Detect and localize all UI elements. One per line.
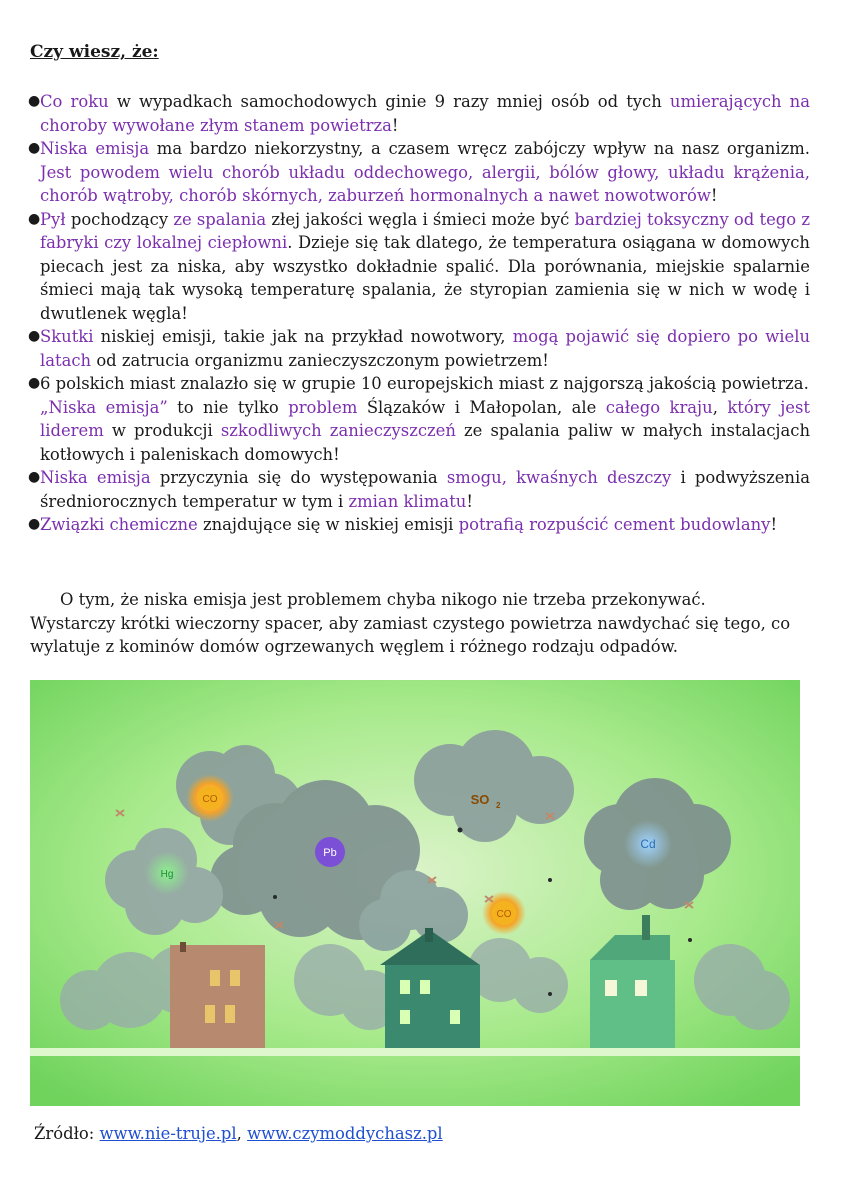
co-label: CO [496, 909, 512, 920]
fact-text: problem [288, 397, 358, 417]
co-label: CO [202, 794, 218, 805]
pollutant-pb [315, 837, 345, 867]
fact-text: Niska emisja [40, 468, 151, 487]
fact-text: Niska emisja [40, 139, 150, 158]
fact-text: niskiej emisji, takie jak na przykład nowotwory, [93, 327, 513, 346]
source-link-czymoddychasz[interactable]: www.czymoddychasz.pl [247, 1124, 443, 1143]
fact-text: ze spalania [173, 209, 267, 229]
ground-line [30, 1048, 800, 1056]
fact-text: pochodzący [65, 209, 174, 229]
fact-item [28, 372, 810, 396]
source-line [34, 1124, 443, 1143]
fact-item [28, 466, 810, 513]
hg-label: Hg [160, 869, 174, 880]
fact-item [28, 513, 810, 537]
source-link-nie-truje[interactable]: www.nie-truje.pl [99, 1124, 237, 1143]
fact-text: „Niska emisja” [40, 397, 168, 417]
fact-text: który jest liderem [40, 397, 810, 440]
cd-label: Cd [640, 837, 656, 851]
fact-item [28, 325, 810, 372]
fact-text: znajdujące się w niskiej emisji [197, 515, 459, 534]
bullet-icon: ● [28, 93, 41, 109]
fact-text: ! [466, 491, 473, 511]
fact-text: w produkcji [103, 421, 221, 440]
fact-text: . Dzieje się tak dlatego, że temperatura osiągana w domowych piecach jest za niska, aby wszystko dokładnie spalić. Dla porównania, miejskie spalarnie śmieci mają tak wysoką temperaturę spalania, że styropian zamienia się w nich w wodę i dwutlenek węgla! [40, 233, 810, 323]
fact-text: Ślązaków i Małopolan, ale [357, 397, 606, 417]
fact-text: złej jakości węgla i śmieci może być [266, 209, 575, 229]
fact-text: od zatrucia organizmu zanieczyszczonym powietrzem! [91, 350, 549, 370]
fact-text: bardziej toksyczny od tego z fabryki czy lokalnej ciepłowni [40, 209, 810, 252]
fact-text: 6 polskich miast znalazło się w grupie 10 europejskich miast z najgorszą jakością powietrza. [40, 374, 809, 393]
so2-subscript: 2 [496, 801, 501, 810]
fact-text: Jest powodem wielu chorób układu oddechowego, alergii, bólów głowy, układu krążenia, chorób wątroby, chorób skórnych, zaburzeń hormonalnych a nawet nowotworów [40, 162, 810, 205]
bullet-icon: ● [28, 140, 41, 156]
paragraph-line: O tym, że niska emisja jest problemem chyba nikogo nie trzeba przekonywać. [60, 590, 706, 609]
facts-list [28, 90, 810, 537]
fact-text: smogu, kwaśnych deszczy [446, 468, 672, 487]
fact-text: potrafią rozpuścić cement budowlany [458, 515, 771, 534]
fact-text: umierających na choroby wywołane złym stanem powietrza [40, 92, 811, 135]
fact-text: Związki chemiczne [40, 515, 198, 534]
pollutant-hg [145, 851, 189, 895]
fact-text: mogą pojawić się dopiero po wielu latach [40, 327, 810, 370]
fact-item [28, 90, 810, 137]
fact-text: ze spalania paliw w małych instalacjach kotłowych i paleniskach domowych! [40, 421, 811, 464]
fact-item [28, 137, 810, 208]
building-left [170, 942, 265, 1048]
fact-text: Pył [40, 209, 66, 229]
fact-item [28, 396, 810, 467]
source-label: Źródło: [34, 1124, 95, 1143]
fact-text: całego kraju [605, 397, 713, 417]
fact-text: to nie tylko [167, 397, 289, 417]
closing-paragraph [30, 588, 810, 659]
pb-label: Pb [323, 847, 337, 859]
bullet-icon: ● [28, 328, 41, 344]
source-separator: , [236, 1124, 242, 1143]
smog-illustration [30, 680, 800, 1106]
fact-text: szkodliwych zanieczyszczeń [220, 421, 456, 440]
fact-text: ! [770, 515, 778, 534]
fact-text: Co roku [40, 92, 109, 111]
fact-text: ma bardzo niekorzystny, a czasem wręcz zabójczy wpływ na nasz organizm. [149, 139, 810, 158]
fact-text: ! [391, 115, 399, 135]
paragraph-line: Wystarczy krótki wieczorny spacer, aby zamiast czystego powietrza nawdychać się tego, co wylatuje z kominów domów ogrzewanych węglem i różnego rodzaju odpadów. [30, 613, 791, 656]
page-title: Czy wiesz, że: [30, 42, 159, 62]
so2-label: SO [470, 792, 490, 807]
bullet-icon: ● [28, 210, 41, 227]
bullet-icon: ● [28, 375, 41, 391]
pollutant-co-top [186, 774, 234, 822]
fact-text: i podwyższenia średniorocznych temperatur w tym i [40, 468, 810, 511]
fact-text: , [712, 397, 728, 417]
pollutant-cd [624, 820, 672, 868]
fact-text: przyczynia się do występowania [150, 468, 447, 487]
fact-text: ! [710, 186, 718, 205]
fact-item [28, 208, 810, 326]
fact-text: Skutki [40, 327, 94, 346]
bullet-icon: ● [28, 516, 41, 532]
fact-text: zmian klimatu [348, 491, 467, 511]
fact-text: w wypadkach samochodowych ginie 9 razy mniej osób od tych [108, 92, 670, 111]
bullet-icon: ● [28, 469, 41, 485]
